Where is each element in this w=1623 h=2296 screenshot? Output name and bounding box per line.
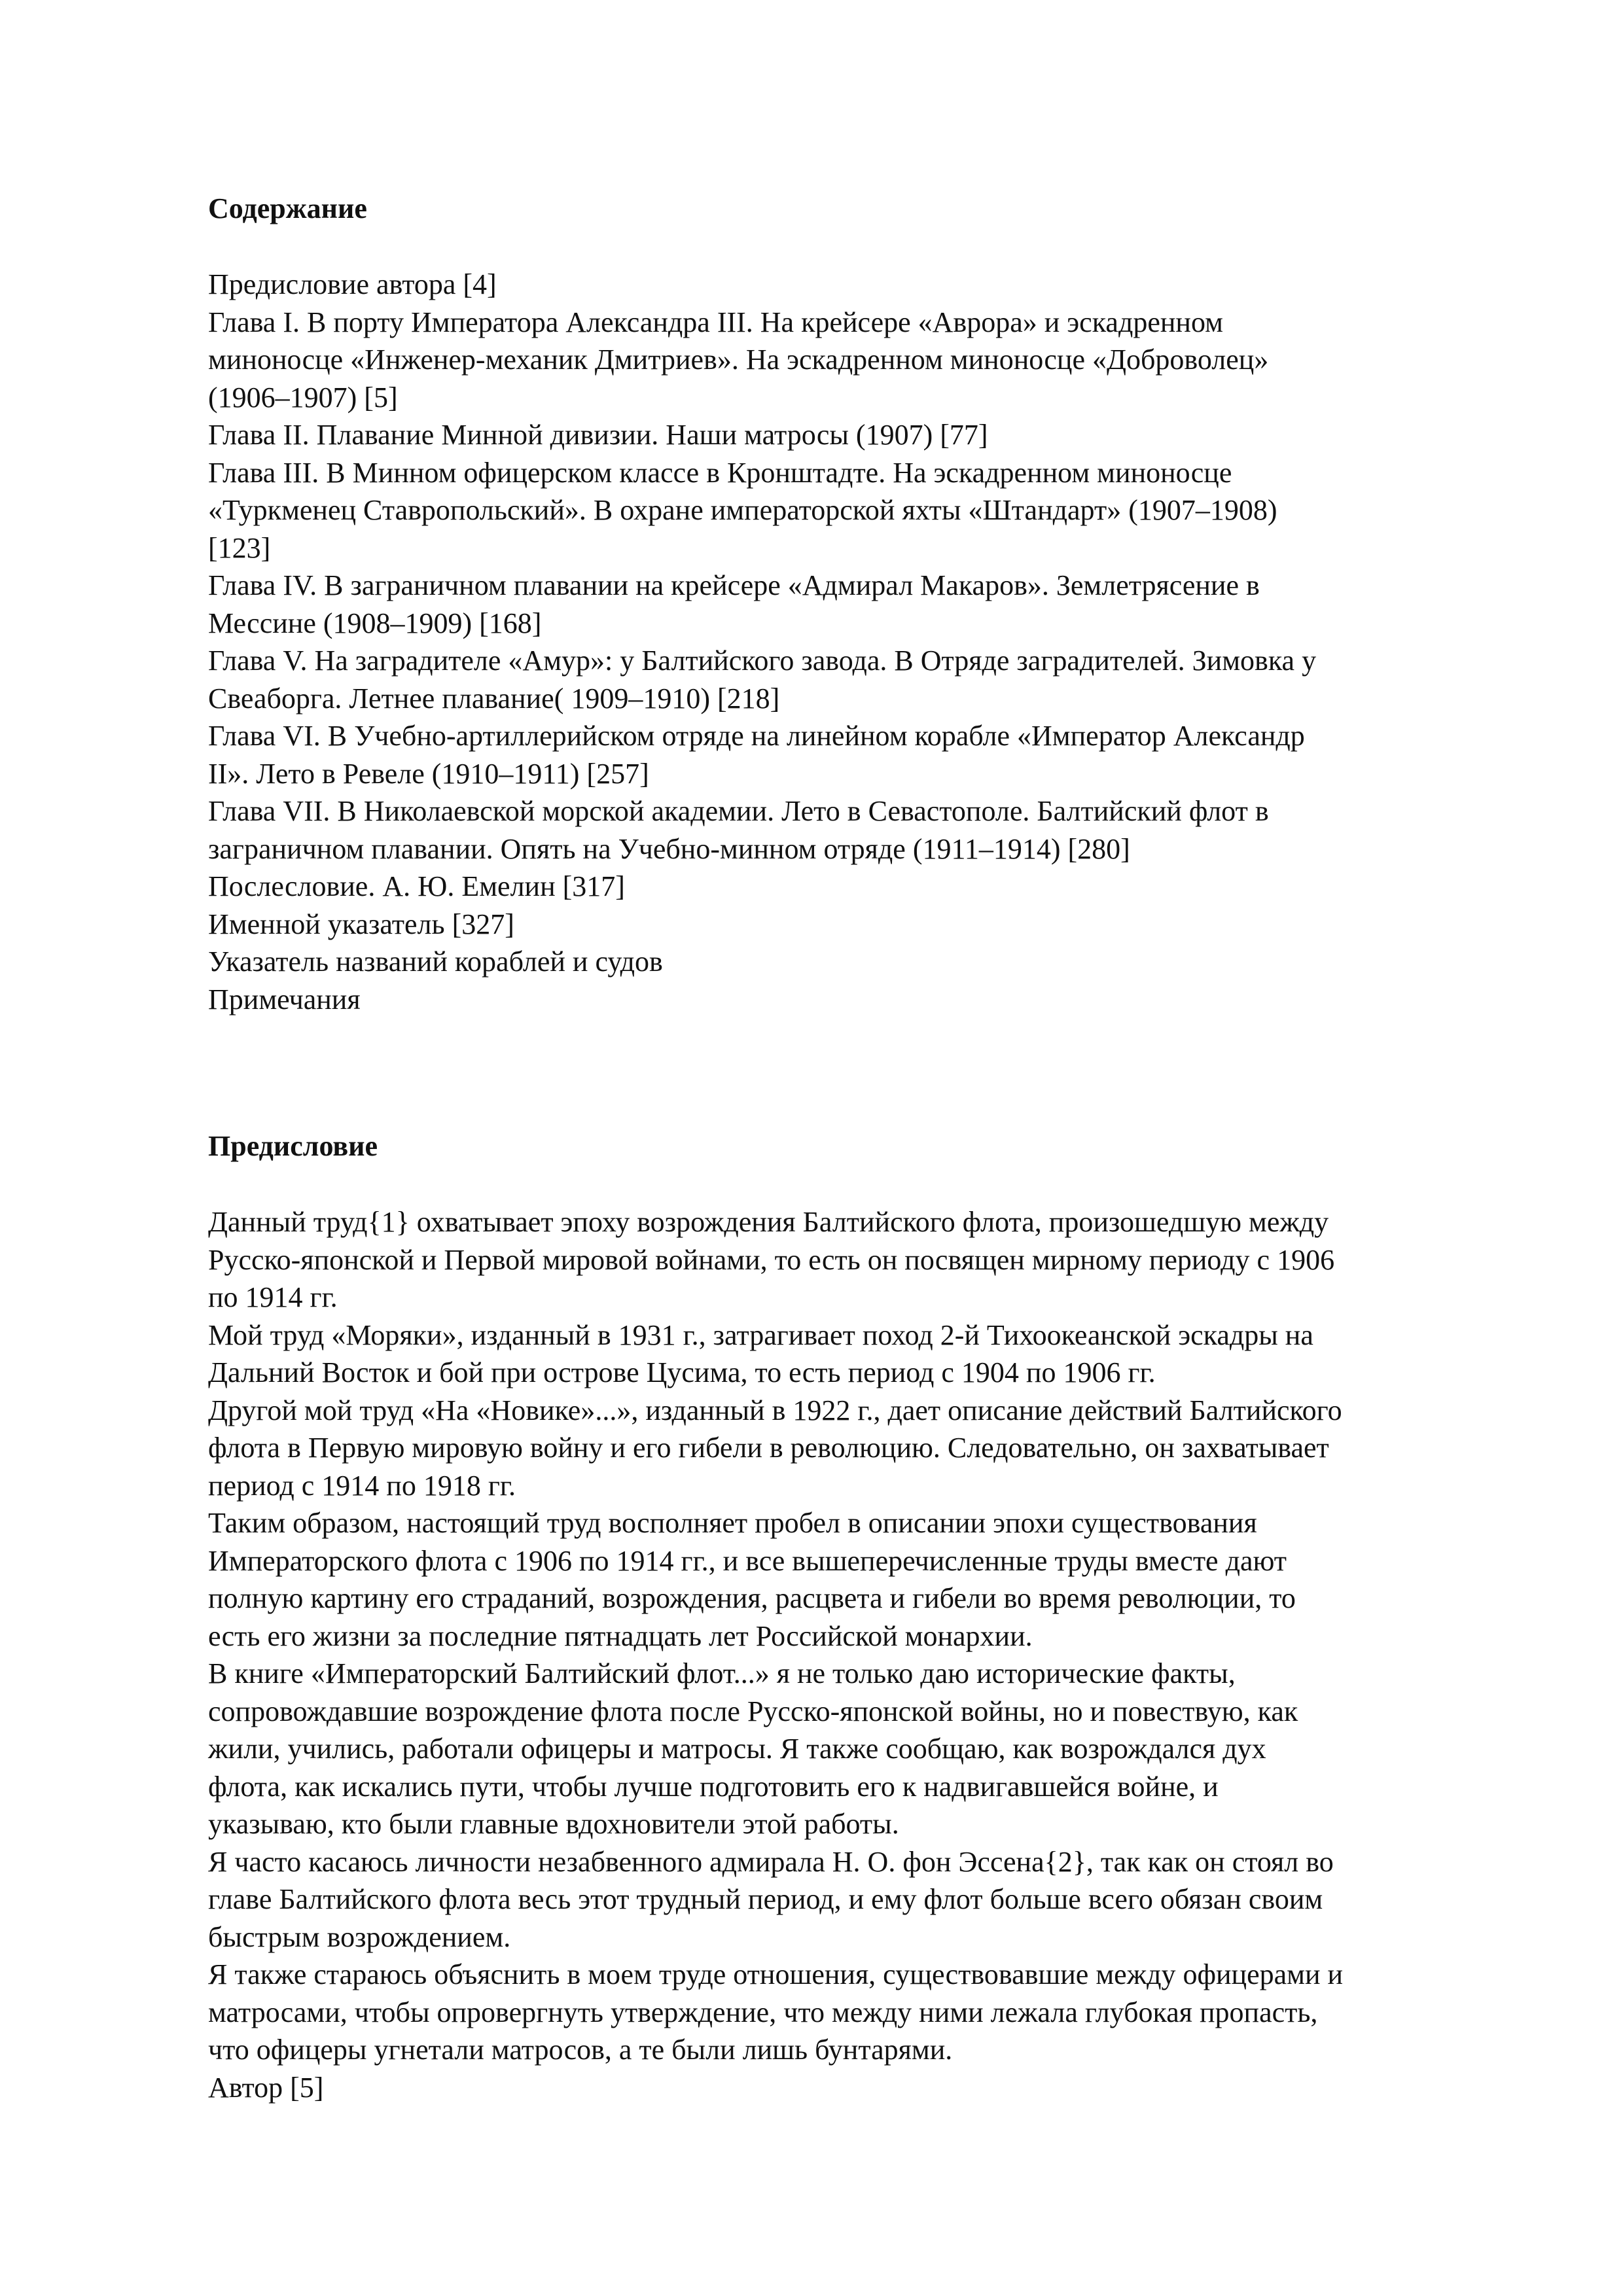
- preface-line: В книге «Императорский Балтийский флот...» я не только даю исторические факты,: [208, 1657, 1236, 1689]
- preface-line: быстрым возрождением.: [208, 1920, 511, 1953]
- toc-line: [123]: [208, 531, 271, 564]
- toc-line: II». Лето в Ревеле (1910–1911) [257]: [208, 757, 649, 790]
- toc-line: Глава I. В порту Императора Александра III. На крейсере «Аврора» и эскадренном: [208, 306, 1223, 338]
- toc-line: Именной указатель [327]: [208, 908, 514, 940]
- preface-line: флота, как искались пути, чтобы лучше подготовить его к надвигавшейся войне, и: [208, 1770, 1219, 1803]
- preface-line: полную картину его страданий, возрождения, расцвета и гибели во время революции, то: [208, 1582, 1296, 1614]
- preface-line: период с 1914 по 1918 гг.: [208, 1469, 516, 1502]
- toc-line: Свеаборга. Летнее плавание( 1909–1910) [218]: [208, 682, 780, 715]
- toc-list: [208, 266, 1524, 1018]
- preface-signature: Автор [5]: [208, 2071, 324, 2104]
- toc-heading: Содержание: [208, 192, 367, 224]
- preface-line: Императорского флота с 1906 по 1914 гг., и все вышеперечисленные труды вместе дают: [208, 1544, 1287, 1577]
- preface-line: есть его жизни за последние пятнадцать лет Российской монархии.: [208, 1619, 1033, 1652]
- preface-line: матросами, чтобы опровергнуть утверждение, что между ними лежала глубокая пропасть,: [208, 1996, 1318, 2028]
- preface-line: флота в Первую мировую войну и его гибели в революцию. Следовательно, он захватывает: [208, 1432, 1329, 1464]
- toc-line: Глава III. В Минном офицерском классе в Кронштадте. На эскадренном миноносце: [208, 456, 1232, 489]
- preface-line: по 1914 гг.: [208, 1281, 338, 1313]
- preface-body: [208, 1203, 1524, 2106]
- toc-line: Предисловие автора [4]: [208, 268, 497, 300]
- toc-line: Глава IV. В заграничном плавании на крейсере «Адмирал Макаров». Землетрясение в: [208, 569, 1260, 601]
- toc-line: Примечания: [208, 983, 361, 1016]
- toc-line: Глава VII. В Николаевской морской академии. Лето в Севастополе. Балтийский флот в: [208, 795, 1269, 827]
- toc-line: миноносце «Инженер-механик Дмитриев». На эскадренном миноносце «Доброволец»: [208, 344, 1269, 376]
- toc-line: Глава II. Плавание Минной дивизии. Наши матросы (1907) [77]: [208, 419, 988, 451]
- preface-heading: Предисловие: [208, 1130, 378, 1162]
- preface-line: Мой труд «Моряки», изданный в 1931 г., затрагивает поход 2-й Тихоокеанской эскадры на: [208, 1318, 1313, 1351]
- toc-line: Глава V. На заградителе «Амур»: у Балтийского завода. В Отряде заградителей. Зимовка у: [208, 645, 1317, 677]
- toc-line: Указатель названий кораблей и судов: [208, 945, 663, 978]
- preface-line: Дальний Восток и бой при острове Цусима, то есть период с 1904 по 1906 гг.: [208, 1356, 1156, 1388]
- preface-line: сопровождавшие возрождение флота после Русско-японской войны, но и повествую, как: [208, 1695, 1298, 1727]
- section-spacer: [208, 1018, 1524, 1127]
- preface-line: Я часто касаюсь личности незабвенного адмирала Н. О. фон Эссена{2}, так как он стоял во: [208, 1845, 1334, 1878]
- toc-line: Глава VI. В Учебно-артиллерийском отряде на линейном корабле «Император Александр: [208, 720, 1305, 752]
- toc-line: (1906–1907) [5]: [208, 381, 398, 414]
- page-content: [208, 190, 1524, 2106]
- preface-line: Данный труд{1} охватывает эпоху возрождения Балтийского флота, произошедшую между: [208, 1206, 1329, 1238]
- preface-line: Я также стараюсь объяснить в моем труде отношения, существовавшие между офицерами и: [208, 1958, 1344, 1990]
- toc-line: Послесловие. А. Ю. Емелин [317]: [208, 870, 625, 902]
- preface-line: Таким образом, настоящий труд восполняет пробел в описании эпохи существования: [208, 1507, 1257, 1539]
- preface-line: что офицеры угнетали матросов, а те были лишь бунтарями.: [208, 2034, 953, 2066]
- preface-line: Другой мой труд «На «Новике»...», изданный в 1922 г., дает описание действий Балтийского: [208, 1394, 1342, 1426]
- toc-line: Мессине (1908–1909) [168]: [208, 607, 542, 639]
- toc-line: заграничном плавании. Опять на Учебно-минном отряде (1911–1914) [280]: [208, 832, 1130, 865]
- toc-line: «Туркменец Ставропольский». В охране императорской яхты «Штандарт» (1907–1908): [208, 494, 1277, 526]
- preface-line: жили, учились, работали офицеры и матросы. Я также сообщаю, как возрождался дух: [208, 1733, 1266, 1765]
- preface-line: Русско-японской и Первой мировой войнами, то есть он посвящен мирному периоду с 1906: [208, 1243, 1335, 1276]
- preface-line: главе Балтийского флота весь этот трудный период, и ему флот больше всего обязан своим: [208, 1883, 1323, 1915]
- preface-line: указываю, кто были главные вдохновители этой работы.: [208, 1808, 899, 1840]
